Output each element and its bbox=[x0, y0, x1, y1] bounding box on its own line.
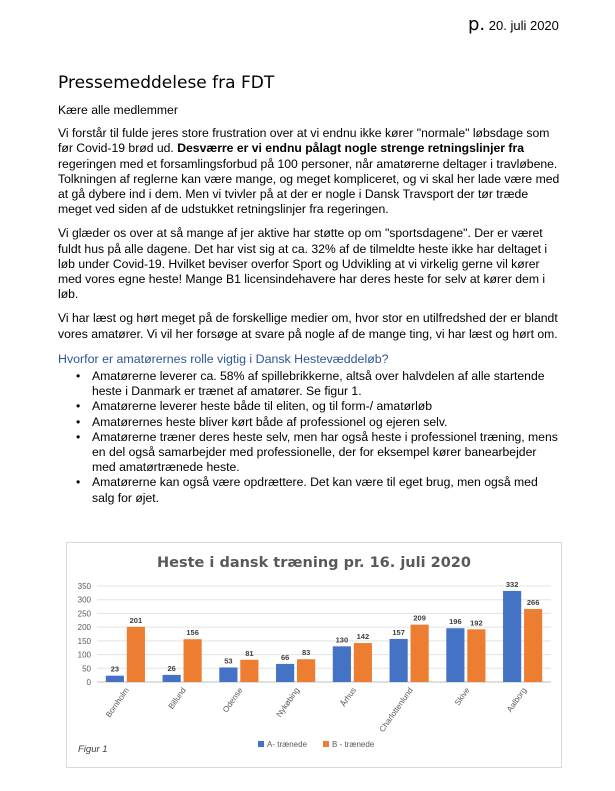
bullet-text: Amatørerne leverer ca. 58% af spillebrikkerne, altså over halvdelen af alle startende heste i Danmark er trænet af amatører. Se figur 1. bbox=[92, 369, 545, 399]
section-subheading: Hvorfor er amatørernes rolle vigtig i Dansk Hestevæddeløb? bbox=[58, 351, 389, 366]
bar bbox=[467, 629, 485, 682]
figure-caption: Figur 1 bbox=[78, 744, 108, 755]
data-label: 23 bbox=[110, 664, 120, 674]
bullet-icon: • bbox=[76, 369, 81, 384]
salutation: Kære alle medlemmer bbox=[58, 103, 178, 117]
bar bbox=[276, 664, 294, 682]
paragraph-1 bbox=[58, 126, 563, 217]
bullet-text: Amatørernes heste bliver kørt både af professionel og ejeren selv. bbox=[92, 414, 448, 429]
chart-y-axis bbox=[78, 582, 92, 687]
legend-label: B - trænede bbox=[332, 740, 375, 749]
data-label: 266 bbox=[526, 598, 540, 608]
document-body bbox=[58, 103, 563, 506]
data-label: 209 bbox=[413, 613, 426, 623]
bullet-item bbox=[58, 430, 563, 476]
legend-label: A- trænede bbox=[267, 740, 308, 749]
paragraph-2: Vi glæder os over at så mange af jer aktive har støtte op om "sportsdagene". Der er været fuldt hus på alle dagene. Det har vist sig at ca. 32% af de tilmeldte heste ikke har deltaget i løb under Covid-19. Hvilket beviser overfor Sport og Udvikling at vi virkelig gerne vil kører med vores egne heste! Mange B1 licensindehavere har deres heste for selv at kører dem i løb. bbox=[58, 226, 548, 302]
bullet-icon: • bbox=[76, 414, 81, 429]
y-tick-label: 250 bbox=[77, 609, 91, 619]
data-label: 83 bbox=[301, 648, 311, 658]
bullet-text: Amatørerne kan også være opdrættere. Det kan være til eget brug, men også med salg for øjet. bbox=[92, 475, 538, 505]
x-tick-label: Charlottenlund bbox=[377, 685, 415, 734]
bullet-text: Amatørerne træner deres heste selv, men har også heste i professionel træning, mens en del også samarbejder med professionelle, der for eksempel kører banearbejder med amatørtrænede heste. bbox=[92, 429, 558, 475]
chart-title: Heste i dansk træning pr. 16. juli 2020 bbox=[157, 555, 471, 571]
bullet-item bbox=[58, 475, 563, 505]
bullet-item bbox=[58, 415, 563, 430]
bar bbox=[127, 627, 145, 682]
x-tick-label: Odense bbox=[221, 685, 245, 715]
data-label: 130 bbox=[335, 635, 349, 645]
y-tick-label: 300 bbox=[77, 595, 91, 605]
bar bbox=[240, 660, 258, 682]
data-label: 26 bbox=[167, 663, 176, 673]
data-label: 53 bbox=[224, 656, 233, 666]
bar bbox=[354, 643, 372, 682]
y-tick-label: 350 bbox=[77, 582, 91, 591]
paragraph-1-part-2: regeringen med et forsamlingsforbud på 100 personer, når amatørerne deltager i travløbene. Tolkningen af reglerne kan være mange, og meget kompliceret, og vi skal her lade være med at gå dybere ind i dem. Men vi tvivler på at der er nogle i Dansk Travsport der tør træde meget ved siden af de udstukket retningslinjer fra regeringen. bbox=[58, 156, 560, 217]
bullet-icon: • bbox=[76, 475, 81, 490]
data-label: 332 bbox=[505, 579, 519, 589]
bar bbox=[219, 667, 237, 682]
bar bbox=[333, 646, 351, 682]
bullet-item bbox=[58, 369, 563, 399]
bullet-text: Amatørerne leverer heste både til eliten, og til form-/ amatørløb bbox=[92, 399, 433, 414]
bar bbox=[163, 675, 181, 682]
data-label: 142 bbox=[356, 632, 370, 642]
x-tick-label: Skive bbox=[452, 685, 472, 708]
bullet-item bbox=[58, 399, 563, 414]
y-tick-label: 100 bbox=[77, 650, 91, 660]
y-tick-label: 200 bbox=[77, 623, 91, 633]
data-label: 196 bbox=[449, 617, 462, 627]
bar bbox=[524, 609, 542, 682]
data-label: 66 bbox=[280, 652, 290, 662]
y-tick-label: 150 bbox=[77, 636, 91, 646]
data-label: 201 bbox=[129, 615, 143, 625]
x-tick-label: Nykøbing bbox=[274, 685, 302, 719]
y-tick-label: 50 bbox=[82, 664, 91, 674]
document-title: Pressemeddelese fra FDT bbox=[58, 73, 275, 93]
bar bbox=[297, 659, 315, 682]
data-label: 156 bbox=[186, 628, 199, 638]
bar bbox=[184, 639, 202, 682]
chart-legend bbox=[258, 740, 375, 749]
bar-chart-svg bbox=[67, 543, 561, 767]
legend-swatch bbox=[323, 741, 329, 747]
paragraph-1-part-1: Vi forstår til fulde jeres store frustration over at vi endnu ikke kører "normale" løbsdage som før Covid-19 brød ud. bbox=[58, 126, 550, 156]
y-tick-label: 0 bbox=[86, 678, 91, 687]
paragraph-1-bold: Desværre er vi endnu pålagt nogle strenge retningslinjer fra bbox=[177, 141, 524, 156]
paragraph-3: Vi har læst og hørt meget på de forskellige medier om, hvor stor en utilfredshed der er blandt vores amatører. Vi vil her forsøge at svare på nogle af de mange ting, vi har læst og hørt om. bbox=[58, 311, 558, 341]
chart-bars bbox=[106, 580, 542, 682]
date-prefix: p. bbox=[468, 14, 486, 35]
bullet-icon: • bbox=[76, 429, 81, 444]
bar bbox=[390, 639, 408, 682]
bar bbox=[503, 591, 521, 682]
x-tick-label: Billund bbox=[166, 685, 188, 711]
x-tick-label: Århus bbox=[338, 685, 359, 709]
bar bbox=[446, 628, 464, 682]
document-date bbox=[468, 14, 559, 35]
data-label: 157 bbox=[392, 627, 405, 637]
bar bbox=[106, 676, 124, 682]
bar bbox=[411, 625, 429, 682]
x-tick-label: Bornholm bbox=[103, 685, 132, 720]
data-label: 192 bbox=[470, 618, 483, 628]
x-tick-label: Aalborg bbox=[505, 685, 529, 714]
bullet-icon: • bbox=[76, 399, 81, 414]
chart-x-axis bbox=[104, 686, 528, 734]
figure-1-chart bbox=[66, 542, 562, 768]
data-label: 81 bbox=[245, 648, 254, 658]
date-text: 20. juli 2020 bbox=[488, 18, 559, 33]
bullet-list bbox=[58, 369, 563, 506]
legend-swatch bbox=[258, 741, 264, 747]
